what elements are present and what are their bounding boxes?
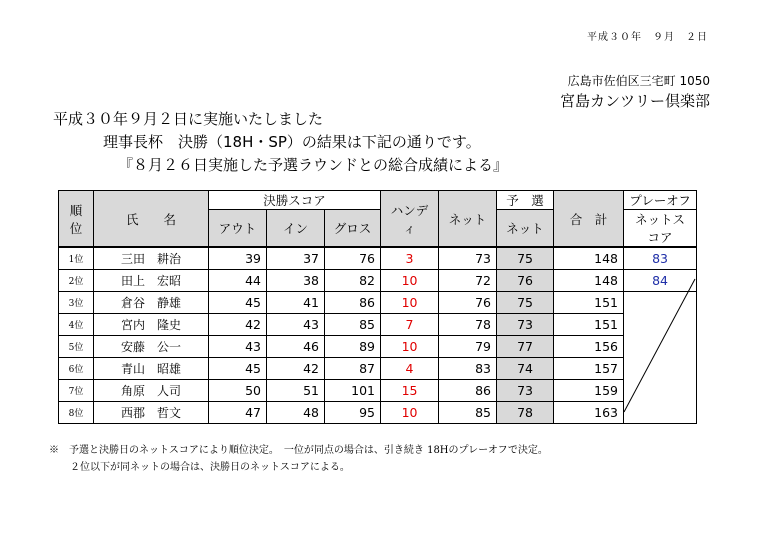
cell-rank: 5位 [59,335,94,357]
header-in: イン [267,210,325,248]
cell-hc: 10 [381,291,439,313]
cell-prelim: 73 [497,313,554,335]
cell-net: 86 [439,379,497,401]
cell-out: 50 [209,379,267,401]
cell-hc: 7 [381,313,439,335]
cell-net: 72 [439,269,497,291]
header-handicap: ハンディ [381,191,439,248]
cell-prelim: 76 [497,269,554,291]
cell-in: 43 [267,313,325,335]
cell-in: 48 [267,401,325,423]
cell-net: 76 [439,291,497,313]
cell-in: 41 [267,291,325,313]
cell-name: 安藤 公一 [94,335,209,357]
cell-playoff: 83 [624,247,697,269]
cell-prelim: 73 [497,379,554,401]
cell-total: 151 [554,313,624,335]
cell-gross: 76 [325,247,381,269]
cell-playoff: 84 [624,269,697,291]
header-net: ネット [439,191,497,248]
cell-total: 159 [554,379,624,401]
header-name: 氏 名 [94,191,209,248]
intro-line-2: 理事長杯 決勝（18H・SP）の結果は下記の通りです。 [103,133,481,151]
cell-hc: 10 [381,335,439,357]
cell-name: 倉谷 静雄 [94,291,209,313]
cell-rank: 2位 [59,269,94,291]
cell-total: 151 [554,291,624,313]
footnote-2: ２位以下が同ネットの場合は、決勝日のネットスコアによる。 [70,462,350,473]
cell-gross: 82 [325,269,381,291]
cell-out: 45 [209,291,267,313]
cell-gross: 95 [325,401,381,423]
cell-out: 42 [209,313,267,335]
cell-in: 51 [267,379,325,401]
cell-rank: 1位 [59,247,94,269]
cell-gross: 89 [325,335,381,357]
table-row [59,401,697,423]
header-playoff: プレーオフ [624,191,697,210]
header-prelim-net: ネット [497,210,554,248]
cell-net: 79 [439,335,497,357]
cell-in: 46 [267,335,325,357]
table-row [59,269,697,291]
cell-total: 156 [554,335,624,357]
cell-prelim: 75 [497,291,554,313]
cell-prelim: 78 [497,401,554,423]
intro-line-1: 平成３０年９月２日に実施いたしました [53,110,324,128]
cell-net: 73 [439,247,497,269]
cell-total: 148 [554,269,624,291]
table-row [59,357,697,379]
cell-name: 西郡 哲文 [94,401,209,423]
cell-prelim: 75 [497,247,554,269]
cell-gross: 86 [325,291,381,313]
cell-rank: 7位 [59,379,94,401]
cell-rank: 8位 [59,401,94,423]
cell-in: 42 [267,357,325,379]
footnote-1: ※ 予選と決勝日のネットスコアにより順位決定。 一位が同点の場合は、引き続き 18Hのプレーオフで決定。 [49,445,548,456]
cell-net: 85 [439,401,497,423]
cell-gross: 85 [325,313,381,335]
cell-out: 47 [209,401,267,423]
cell-out: 44 [209,269,267,291]
cell-out: 43 [209,335,267,357]
cell-rank: 4位 [59,313,94,335]
header-total: 合 計 [554,191,624,248]
cell-out: 39 [209,247,267,269]
cell-rank: 6位 [59,357,94,379]
header-final-score: 決勝スコア [209,191,381,210]
header-gross: グロス [325,210,381,248]
cell-in: 38 [267,269,325,291]
cell-name: 三田 耕治 [94,247,209,269]
table-row [59,335,697,357]
cell-hc: 10 [381,401,439,423]
cell-net: 83 [439,357,497,379]
table-row [59,379,697,401]
cell-hc: 3 [381,247,439,269]
results-table [58,190,697,424]
table-row [59,291,697,313]
cell-name: 田上 宏昭 [94,269,209,291]
cell-prelim: 74 [497,357,554,379]
cell-hc: 10 [381,269,439,291]
cell-name: 青山 昭雄 [94,357,209,379]
cell-hc: 15 [381,379,439,401]
cell-total: 148 [554,247,624,269]
club-name: 宮島カンツリー倶楽部 [559,92,710,110]
header-rank: 順位 [59,191,94,248]
cell-net: 78 [439,313,497,335]
cell-name: 角原 人司 [94,379,209,401]
cell-rank: 3位 [59,291,94,313]
cell-hc: 4 [381,357,439,379]
cell-out: 45 [209,357,267,379]
cell-in: 37 [267,247,325,269]
header-playoff-net: ネットスコア [624,210,697,248]
cell-total: 163 [554,401,624,423]
cell-name: 宮内 隆史 [94,313,209,335]
table-row [59,247,697,269]
cell-gross: 101 [325,379,381,401]
intro-line-3: 『８月２６日実施した予選ラウンドとの総合成績による』 [118,156,509,174]
playoff-diagonal-slash [623,278,696,413]
header-row-1 [59,191,697,210]
club-address: 広島市佐伯区三宅町 1050 [567,74,710,88]
cell-gross: 87 [325,357,381,379]
header-out: アウト [209,210,267,248]
header-prelim: 予 選 [497,191,554,210]
cell-total: 157 [554,357,624,379]
cell-prelim: 77 [497,335,554,357]
table-row [59,313,697,335]
document-date: 平成３０年 ９月 ２日 [587,32,708,43]
